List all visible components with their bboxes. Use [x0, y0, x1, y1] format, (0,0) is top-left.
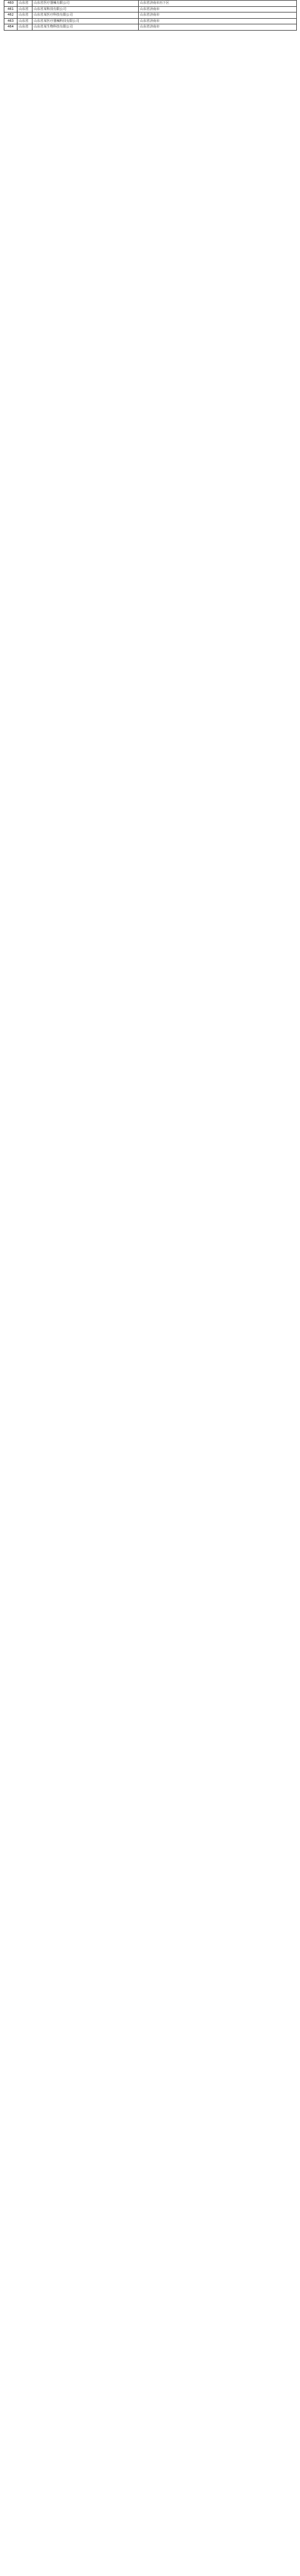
row-number-cell: 463 [4, 18, 18, 24]
company-name-cell: 山东省某科技有限公司 [32, 6, 139, 13]
row-number-cell: 460 [4, 1, 18, 7]
company-name-cell: 山东省某生物科技有限公司 [32, 24, 139, 31]
address-cell: 山东省济南市历下区 [139, 1, 297, 7]
table-row [4, 24, 297, 31]
table-row [4, 13, 297, 19]
row-number-cell: 464 [4, 24, 18, 31]
table-row [4, 6, 297, 13]
row-number-cell: 461 [4, 6, 18, 13]
table-row [4, 1, 297, 7]
address-cell: 山东省济南市 [139, 18, 297, 24]
address-cell: 山东省济南市 [139, 24, 297, 31]
region-cell: 山东省 [18, 6, 32, 13]
address-cell: 山东省济南市 [139, 6, 297, 13]
company-name-cell: 山东省某医疗器械科技有限公司 [32, 18, 139, 24]
data-table [4, 0, 297, 31]
region-cell: 山东省 [18, 13, 32, 19]
region-cell: 山东省 [18, 18, 32, 24]
company-name-cell: 山东省医疗器械有限公司 [32, 1, 139, 7]
table-body [4, 1, 297, 31]
row-number-cell: 462 [4, 13, 18, 19]
address-cell: 山东省济南市 [139, 13, 297, 19]
company-name-cell: 山东省某医疗科技有限公司 [32, 13, 139, 19]
region-cell: 山东省 [18, 24, 32, 31]
region-cell: 山东省 [18, 1, 32, 7]
table-row [4, 18, 297, 24]
